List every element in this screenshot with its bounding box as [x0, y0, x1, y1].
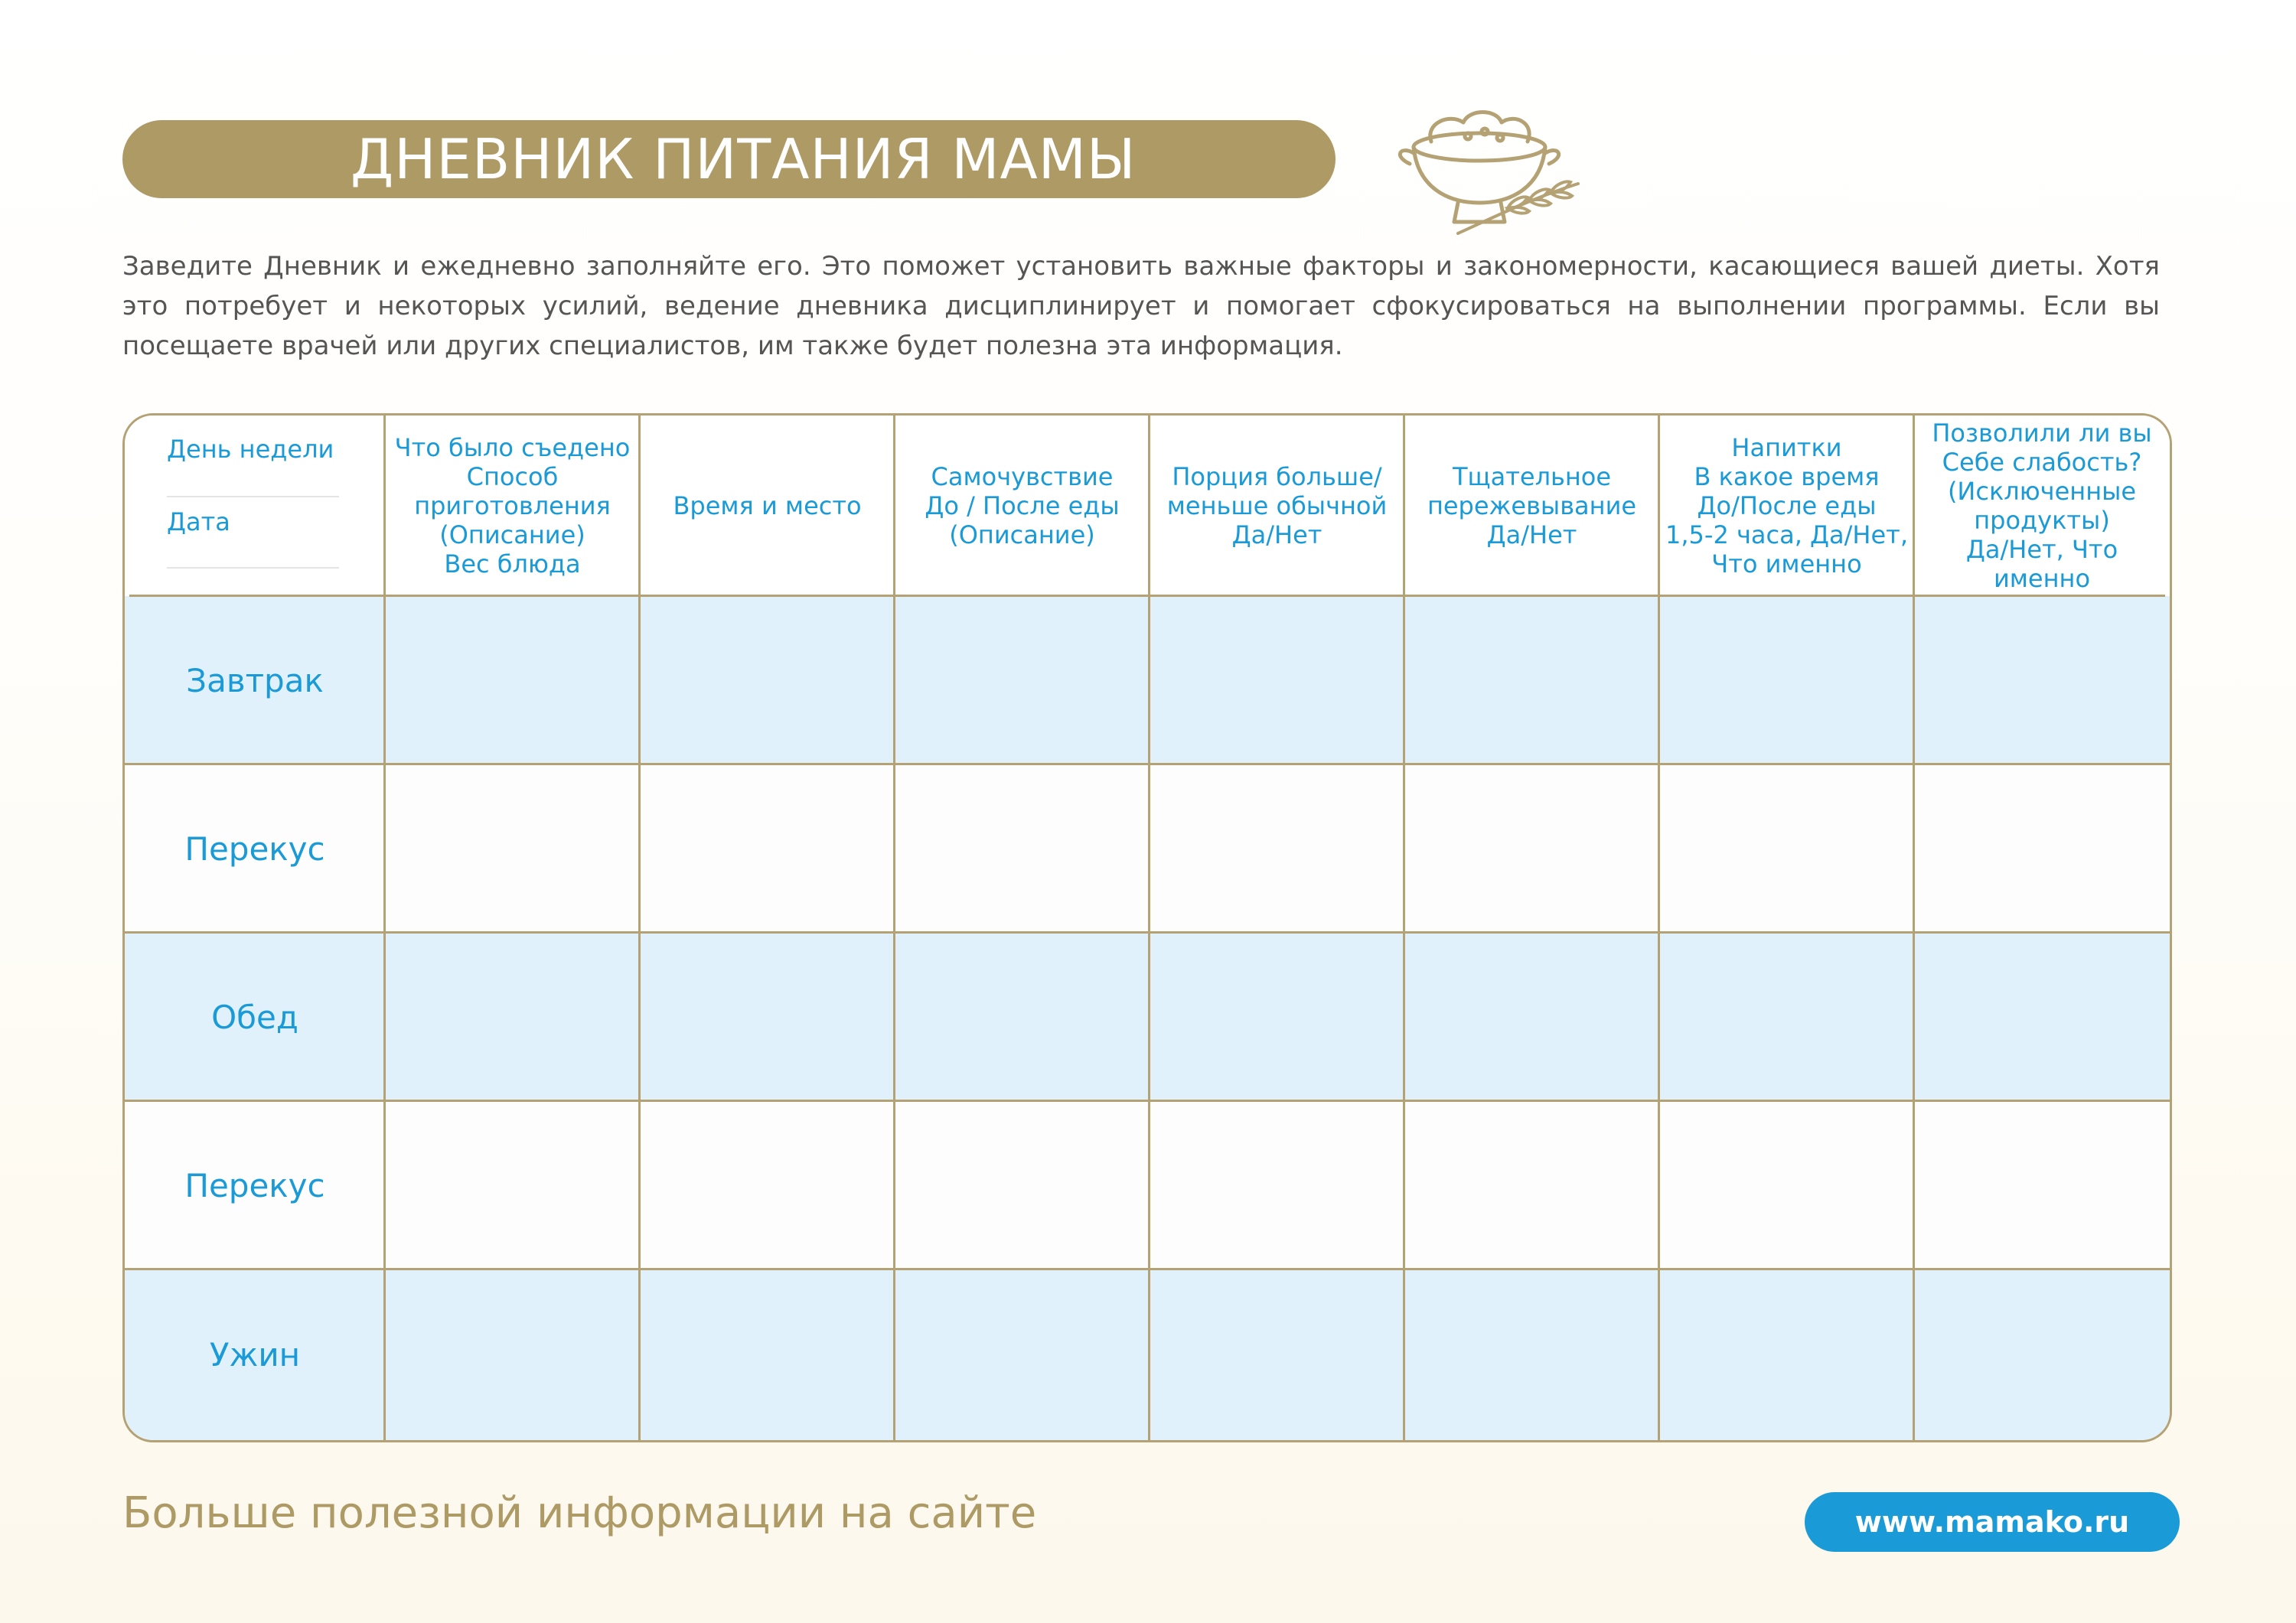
table-cell[interactable] — [895, 1269, 1150, 1440]
table-row-snack-2 — [125, 1101, 2170, 1269]
table-cell[interactable] — [895, 1101, 1150, 1269]
intro-text: Заведите Дневник и ежедневно заполняйте его. Это поможет установить важные факторы и закономерности, касающиеся вашей диеты. Хотя это потребует и некоторых усилий, ведение дневника дисциплинирует и помогает сфокусироваться на выполнении программы. Если вы посещаете врачей или других специалистов, им также будет полезна эта информация. — [122, 251, 2160, 361]
porridge-bowl-icon — [1378, 99, 1584, 237]
page-title: ДНЕВНИК ПИТАНИЯ МАМЫ — [122, 120, 1336, 198]
table-cell[interactable] — [385, 1269, 640, 1440]
table-cell[interactable] — [1914, 764, 2170, 933]
table-cell[interactable] — [1659, 1269, 1914, 1440]
table-cell[interactable] — [640, 764, 895, 933]
column-divider — [1403, 416, 1405, 1440]
table-cell[interactable] — [1914, 1101, 2170, 1269]
table-row-breakfast — [125, 596, 2170, 764]
header-day-date — [125, 416, 385, 596]
meal-label-dinner: Ужин — [209, 1336, 301, 1374]
table-row-dinner — [125, 1269, 2170, 1440]
meal-label-snack-1: Перекус — [184, 829, 325, 868]
day-of-week-label: День недели — [167, 435, 334, 464]
column-divider — [893, 416, 895, 1440]
table-cell[interactable] — [640, 1101, 895, 1269]
date-input-line[interactable] — [167, 567, 339, 569]
header-chewing: Тщательное пережевывание Да/Нет — [1427, 462, 1637, 549]
table-header — [125, 416, 2170, 596]
row-divider — [125, 1268, 2170, 1270]
table-cell[interactable] — [1404, 933, 1659, 1101]
table-cell[interactable] — [1404, 1269, 1659, 1440]
header-portion: Порция больше/ меньше обычной Да/Нет — [1166, 462, 1388, 549]
table-cell[interactable] — [1404, 1101, 1659, 1269]
diary-table — [122, 413, 2172, 1442]
column-divider — [1658, 416, 1660, 1440]
table-cell[interactable] — [1659, 1101, 1914, 1269]
meal-label-breakfast: Завтрак — [186, 661, 324, 699]
table-row-snack-1 — [125, 764, 2170, 933]
table-cell[interactable] — [895, 933, 1150, 1101]
table-row-lunch — [125, 933, 2170, 1101]
table-cell[interactable] — [1150, 596, 1404, 764]
row-divider — [129, 595, 2165, 597]
header-drinks: Напитки В какое время До/После еды 1,5-2 часа, Да/Нет, Что именно — [1665, 433, 1908, 578]
table-cell[interactable] — [640, 596, 895, 764]
table-cell[interactable] — [1914, 1269, 2170, 1440]
table-cell[interactable] — [895, 764, 1150, 933]
day-input-line[interactable] — [167, 496, 339, 497]
table-cell[interactable] — [385, 596, 640, 764]
table-cell[interactable] — [1150, 764, 1404, 933]
table-cell[interactable] — [1914, 933, 2170, 1101]
table-cell[interactable] — [1404, 764, 1659, 933]
footer-text: Больше полезной информации на сайте — [122, 1488, 1037, 1538]
wheat-icon — [1458, 182, 1578, 233]
header-indulgence: Позволили ли вы Себе слабость? (Исключенные продукты) Да/Нет, Что именно — [1932, 419, 2152, 593]
header-food-eaten: Что было съедено Способ приготовления (Описание) Вес блюда — [394, 433, 631, 578]
table-cell[interactable] — [1150, 1269, 1404, 1440]
table-cell[interactable] — [385, 1101, 640, 1269]
column-divider — [638, 416, 641, 1440]
column-divider — [1148, 416, 1150, 1440]
header-time-place: Время и место — [673, 491, 862, 520]
meal-label-snack-2: Перекус — [184, 1166, 325, 1204]
column-divider — [383, 416, 386, 1440]
row-divider — [125, 763, 2170, 765]
table-cell[interactable] — [1150, 1101, 1404, 1269]
table-cell[interactable] — [1659, 596, 1914, 764]
meal-label-lunch: Обед — [211, 998, 298, 1036]
table-cell[interactable] — [1150, 933, 1404, 1101]
table-cell[interactable] — [1659, 764, 1914, 933]
table-cell[interactable] — [385, 933, 640, 1101]
column-divider — [1913, 416, 1915, 1440]
header-wellbeing: Самочувствие До / После еды (Описание) — [925, 462, 1120, 549]
table-cell[interactable] — [1659, 933, 1914, 1101]
site-link-button[interactable]: www.mamako.ru — [1805, 1492, 2180, 1552]
table-cell[interactable] — [1404, 596, 1659, 764]
table-cell[interactable] — [640, 933, 895, 1101]
row-divider — [125, 1100, 2170, 1102]
date-label: Дата — [167, 507, 230, 536]
table-cell[interactable] — [895, 596, 1150, 764]
table-cell[interactable] — [1914, 596, 2170, 764]
table-cell[interactable] — [640, 1269, 895, 1440]
table-cell[interactable] — [385, 764, 640, 933]
row-divider — [125, 931, 2170, 934]
